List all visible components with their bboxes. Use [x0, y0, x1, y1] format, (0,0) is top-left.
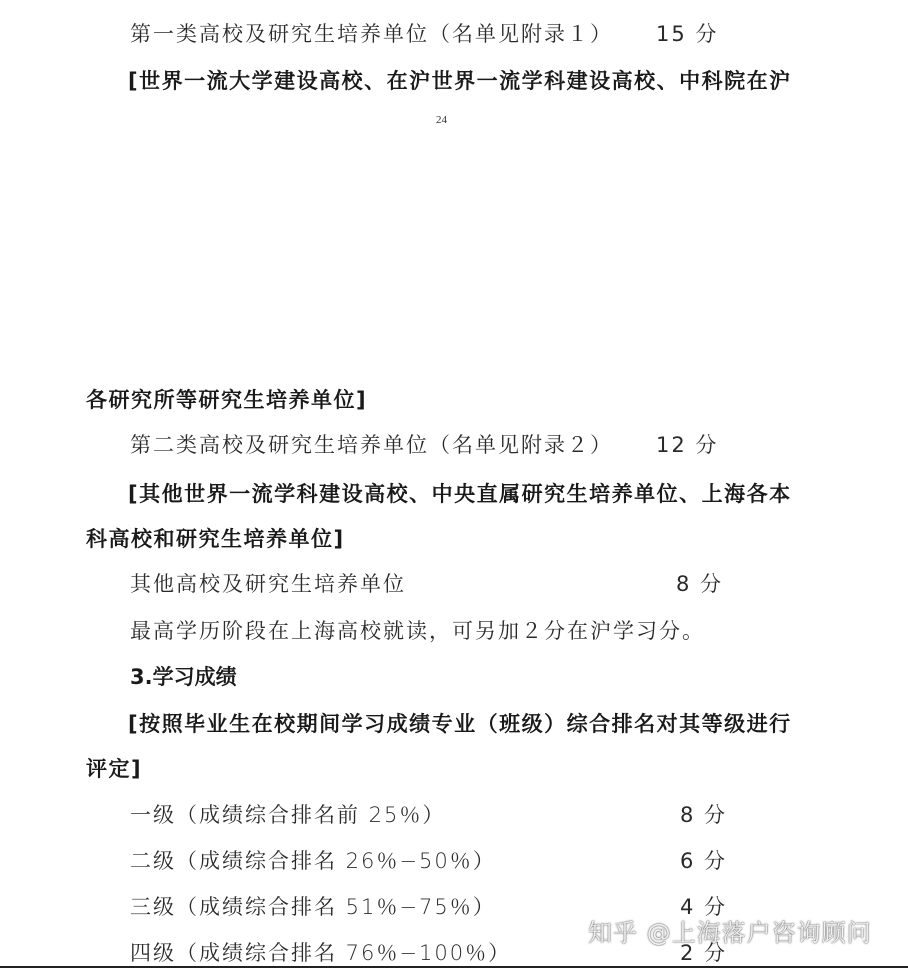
- category-2-note-line-2: 科高校和研究生培养单位]: [86, 527, 345, 551]
- grade-level-3: 三级（成绩综合排名 51％−75％）: [130, 895, 496, 919]
- grade-level-4: 四级（成绩综合排名 76％−100％）: [130, 941, 512, 965]
- category-2-line: 第二类高校及研究生培养单位（名单见附录２）: [130, 433, 613, 457]
- category-1-note-line-1: [世界一流大学建设高校、在沪世界一流学科建设高校、中科院在沪: [128, 69, 792, 93]
- grade-level-2-score: 6 分: [680, 849, 728, 873]
- page-number: 24: [436, 114, 447, 126]
- shanghai-bonus-line: 最高学历阶段在上海高校就读，可另加２分在沪学习分。: [130, 619, 705, 643]
- category-2-score: 12 分: [656, 433, 719, 457]
- category-1-score: 15 分: [656, 22, 719, 46]
- grade-level-1: 一级（成绩综合排名前 25％）: [130, 803, 446, 827]
- category-1-note-line-2: 各研究所等研究生培养单位]: [86, 388, 368, 412]
- other-institutions-line: 其他高校及研究生培养单位: [130, 572, 406, 596]
- grade-level-4-score: 2 分: [680, 941, 728, 965]
- section-3-note-line-2: 评定]: [86, 757, 143, 781]
- section-3-heading: 3.学习成绩: [130, 665, 237, 689]
- other-institutions-score: 8 分: [676, 572, 724, 596]
- grade-level-1-score: 8 分: [680, 803, 728, 827]
- grade-level-2: 二级（成绩综合排名 26％−50％）: [130, 849, 496, 873]
- section-3-note-line-1: [按照毕业生在校期间学习成绩专业（班级）综合排名对其等级进行: [128, 712, 792, 736]
- bottom-border: [0, 966, 908, 968]
- category-1-line: 第一类高校及研究生培养单位（名单见附录１）: [130, 22, 613, 46]
- category-2-note-line-1: [其他世界一流学科建设高校、中央直属研究生培养单位、上海各本: [128, 482, 792, 506]
- zhihu-watermark: 知乎 @上海落户咨询顾问: [588, 919, 872, 947]
- grade-level-3-score: 4 分: [680, 895, 728, 919]
